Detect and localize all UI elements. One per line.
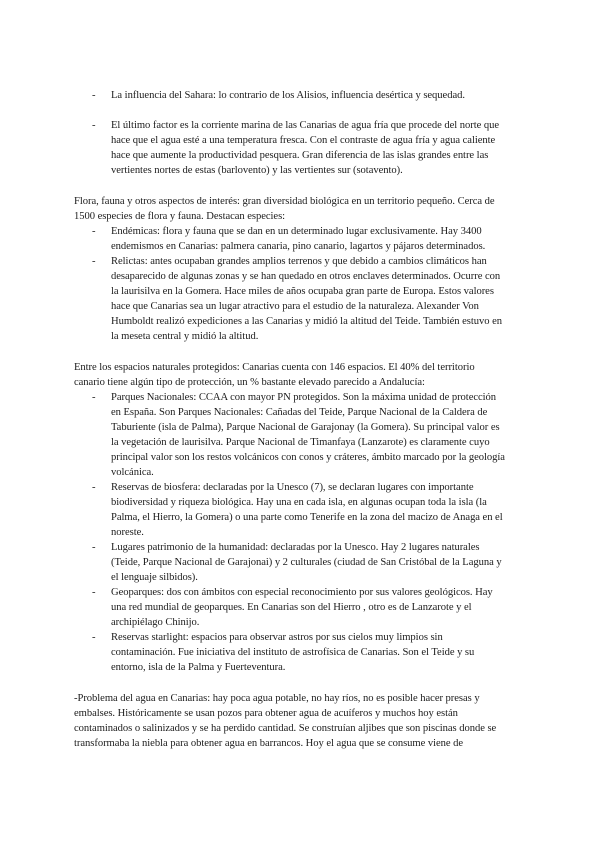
text-line: noreste. — [111, 527, 144, 538]
text-line: Reservas de biosfera: declaradas por la Unesco (7), se declaran lugares con importante — [111, 482, 474, 493]
text-line: -Problema del agua en Canarias: hay poca agua potable, no hay ríos, no es posible hacer presas y — [74, 693, 480, 704]
text-line: contaminados o salinizados y se ha perdido cantidad. Se construían aljibes que son piscinas donde se — [74, 723, 497, 734]
text-line: archipiélago Chinijo. — [111, 617, 200, 628]
text-line: endemismos en Canarias: palmera canaria, pino canario, lagartos y pájaros determinados. — [111, 241, 486, 252]
text-line: volcánica. — [111, 467, 154, 478]
text-line: Taburiente (isla de Palma), Parque Nacional de Garajonay (la Gomera). Su principal valor es — [111, 422, 500, 433]
text-line: desaparecido de algunas zonas y se han quedado en otros enclaves determinados. Ocurre con — [111, 271, 501, 282]
text-line: biodiversidad y riqueza biológica. Hay una en cada isla, en algunas ocupan toda la isla (la — [111, 497, 487, 508]
text-line: 1500 especies de flora y fauna. Destacan especies: — [74, 211, 286, 222]
text-line: vertientes nortes de estas (barlovento) y las vertientes sur (sotavento). — [111, 165, 403, 176]
text-line: la laurisilva en la Gomera. Hace miles de años ocupaba gran parte de Europa. Estos valores — [111, 286, 494, 297]
text-line: hace que el agua esté a una temperatura fresca. Con el contraste de agua fría y agua caliente — [111, 135, 496, 146]
text-line: Flora, fauna y otros aspectos de interés: gran diversidad biológica en un territorio pequeño. Cerca de — [74, 196, 495, 207]
bullet-dash: - — [92, 392, 96, 403]
text-line: El último factor es la corriente marina de las Canarias de agua fría que procede del norte que — [111, 120, 499, 131]
text-line: entorno, isla de la Palma y Fuerteventura. — [111, 662, 286, 673]
text-line: el lenguaje silbidos). — [111, 572, 198, 583]
bullet-dash: - — [92, 226, 96, 237]
text-line: Palma, el Hierro, la Gomera) o una parte como Tenerife en la zona del macizo de Anaga en el — [111, 512, 503, 523]
text-line: Humboldt realizó expediciones a las Canarias y midió la altitud del Teide. También estuvo en — [111, 316, 502, 327]
text-line: Relictas: antes ocupaban grandes amplios terrenos y que debido a cambios climáticos han — [111, 256, 487, 267]
text-line: Reservas starlight: espacios para observar astros por sus cielos muy limpios sin — [111, 632, 443, 643]
text-line: la vegetación de laurisilva. Parque Nacional de Timanfaya (Lanzarote) es claramente cuyo — [111, 437, 490, 448]
text-line: en España. Son Parques Nacionales: Cañadas del Teide, Parque Nacional de la Caldera de — [111, 407, 488, 418]
bullet-dash: - — [92, 632, 96, 643]
bullet-dash: - — [92, 120, 96, 131]
text-line: transformaba la niebla para obtener agua en barrancos. Hoy el agua que se consume viene de — [74, 738, 464, 749]
text-line: Parques Nacionales: CCAA con mayor PN protegidos. Son la máxima unidad de protección — [111, 392, 497, 403]
bullet-dash: - — [92, 256, 96, 267]
text-line: hace que aumente la productividad pesquera. Gran diferencia de las islas grandes entre las — [111, 150, 489, 161]
bullet-dash: - — [92, 90, 96, 101]
text-line: La influencia del Sahara: lo contrario de los Alisios, influencia desértica y sequedad. — [111, 90, 465, 101]
text-line: principal valor son los restos volcánicos con conos y cráteres, ámbito marcado por la geología — [111, 452, 505, 463]
text-line: Endémicas: flora y fauna que se dan en un determinado lugar exclusivamente. Hay 3400 — [111, 226, 482, 237]
text-line: la meseta central y midió la altitud. — [111, 331, 259, 342]
text-line: una red mundial de geoparques. En Canarias son del Hierro , otro es de Lanzarote y el — [111, 602, 472, 613]
text-line: (Teide, Parque Nacional de Garajonai) y 2 culturales (ciudad de San Cristóbal de la Laguna y — [111, 557, 502, 568]
text-line: Entre los espacios naturales protegidos: Canarias cuenta con 146 espacios. El 40% del territorio — [74, 362, 475, 373]
text-line: Lugares patrimonio de la humanidad: declaradas por la Unesco. Hay 2 lugares naturales — [111, 542, 480, 553]
text-line: canario tiene algún tipo de protección, un % bastante elevado parecido a Andalucía: — [74, 377, 425, 388]
text-line: hace que Canarias sea un lugar atractivo para el estudio de la naturaleza. Alexander Von — [111, 301, 479, 312]
text-line: contaminación. Fue iniciativa del instituto de astrofísica de Canarias. Son el Teide y su — [111, 647, 475, 658]
bullet-dash: - — [92, 482, 96, 493]
text-line: Geoparques: dos con ámbitos con especial reconocimiento por sus valores geológicos. Hay — [111, 587, 493, 598]
text-line: embalses. Históricamente se usan pozos para obtener agua de acuíferos y muchos hoy están — [74, 708, 458, 719]
bullet-dash: - — [92, 542, 96, 553]
bullet-dash: - — [92, 587, 96, 598]
